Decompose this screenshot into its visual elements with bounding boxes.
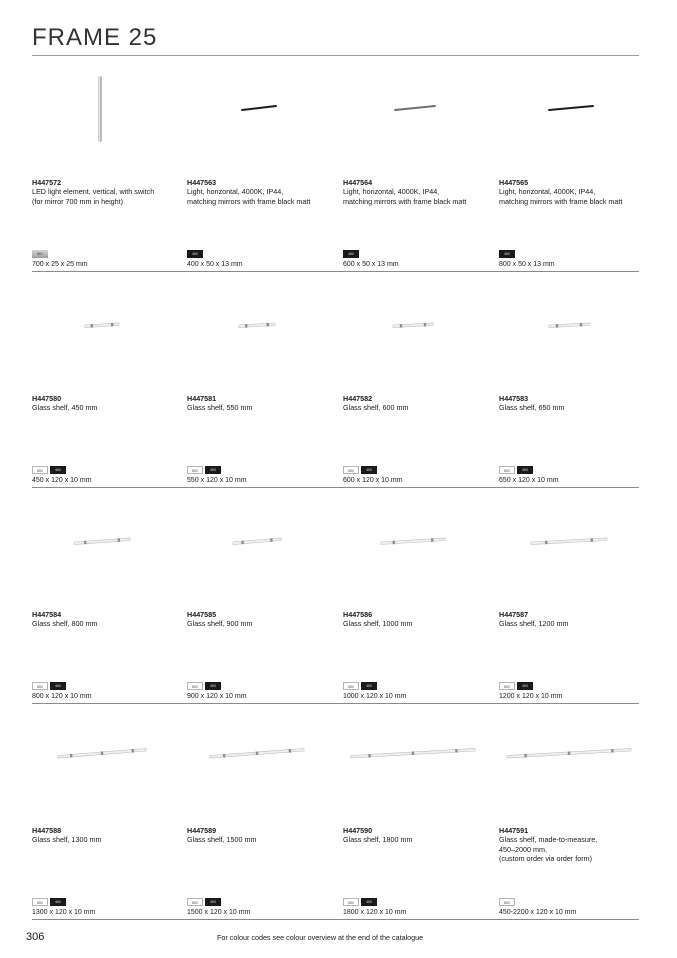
shelf-bracket xyxy=(101,752,103,756)
product-illustration xyxy=(32,704,182,814)
product-card xyxy=(499,704,649,920)
product-code: H447590 xyxy=(343,826,373,835)
product-image xyxy=(32,272,182,382)
product-illustration xyxy=(499,56,649,166)
footer-note: For colour codes see colour overview at the end of the catalogue xyxy=(217,933,424,942)
colour-swatch-white: 880 xyxy=(187,898,203,906)
light-bar xyxy=(395,106,435,110)
product-card xyxy=(32,272,182,488)
product-dimensions: 700 x 25 x 25 mm xyxy=(32,261,88,268)
product-card xyxy=(343,56,493,272)
product-card xyxy=(499,488,649,704)
colour-swatches xyxy=(32,466,66,474)
shelf-bracket xyxy=(412,752,414,756)
colour-swatch-white: 880 xyxy=(499,898,515,906)
product-code: H447564 xyxy=(343,178,373,187)
product-illustration xyxy=(187,56,337,166)
product-image xyxy=(343,704,493,814)
product-description: Glass shelf, 1300 mm xyxy=(32,835,102,844)
shelf-bracket xyxy=(256,752,258,756)
product-illustration xyxy=(343,704,493,814)
product-description: Glass shelf, 1000 mm xyxy=(343,619,413,628)
shelf-bracket xyxy=(84,541,86,545)
product-code: H447587 xyxy=(499,610,529,619)
product-code: H447583 xyxy=(499,394,529,403)
colour-swatch-black: 450 xyxy=(499,250,515,258)
colour-swatch-black: 450 xyxy=(343,250,359,258)
shelf-bracket xyxy=(70,754,72,758)
product-code: H447582 xyxy=(343,394,373,403)
product-card xyxy=(499,272,649,488)
shelf-bracket xyxy=(223,754,225,758)
product-description: Light, horizontal, 4000K, IP44, matching mirrors with frame black matt xyxy=(499,187,623,206)
colour-swatches xyxy=(343,466,377,474)
product-description: Glass shelf, 900 mm xyxy=(187,619,253,628)
product-code: H447588 xyxy=(32,826,62,835)
product-card xyxy=(343,704,493,920)
product-code: H447572 xyxy=(32,178,62,187)
colour-swatch-white: 880 xyxy=(343,898,359,906)
product-code: H447589 xyxy=(187,826,217,835)
colour-swatches xyxy=(187,250,203,258)
product-image xyxy=(187,56,337,166)
product-image xyxy=(499,488,649,598)
product-dimensions: 550 x 120 x 10 mm xyxy=(187,477,247,484)
product-illustration xyxy=(32,56,182,166)
colour-swatch-white: 880 xyxy=(32,898,48,906)
product-illustration xyxy=(499,488,649,598)
glass-shelf xyxy=(531,538,607,545)
shelf-bracket xyxy=(400,324,402,328)
product-code: H447580 xyxy=(32,394,62,403)
shelf-bracket xyxy=(431,538,433,542)
product-image xyxy=(343,272,493,382)
colour-swatch-black: 450 xyxy=(50,682,66,690)
shelf-bracket xyxy=(424,323,426,327)
shelf-bracket xyxy=(455,749,457,753)
product-card xyxy=(187,488,337,704)
product-dimensions: 450 x 120 x 10 mm xyxy=(32,477,92,484)
product-illustration xyxy=(187,488,337,598)
product-illustration xyxy=(499,272,649,382)
glass-shelf xyxy=(381,538,445,545)
product-description: Glass shelf, made-to-measure, 450–2000 mm, (custom order via order form) xyxy=(499,835,598,863)
product-illustration xyxy=(343,488,493,598)
product-code: H447585 xyxy=(187,610,217,619)
product-dimensions: 900 x 120 x 10 mm xyxy=(187,693,247,700)
product-dimensions: 400 x 50 x 13 mm xyxy=(187,261,243,268)
page-title: FRAME 25 xyxy=(32,24,158,51)
product-card xyxy=(343,488,493,704)
glass-shelf xyxy=(239,323,275,328)
product-card xyxy=(499,56,649,272)
colour-swatches xyxy=(343,682,377,690)
colour-swatch-black: 450 xyxy=(187,250,203,258)
colour-swatches xyxy=(499,898,515,906)
product-dimensions: 1300 x 120 x 10 mm xyxy=(32,909,96,916)
product-description: Glass shelf, 650 mm xyxy=(499,403,565,412)
glass-shelf xyxy=(74,538,130,545)
product-dimensions: 1000 x 120 x 10 mm xyxy=(343,693,407,700)
product-description: Glass shelf, 1500 mm xyxy=(187,835,257,844)
product-card xyxy=(187,272,337,488)
row-divider xyxy=(32,919,639,920)
product-code: H447586 xyxy=(343,610,373,619)
colour-swatches xyxy=(499,466,533,474)
colour-swatch-black: 450 xyxy=(361,466,377,474)
colour-swatch-black: 450 xyxy=(361,682,377,690)
product-image xyxy=(499,272,649,382)
product-code: H447565 xyxy=(499,178,529,187)
glass-shelf xyxy=(85,323,119,328)
product-card xyxy=(32,56,182,272)
product-dimensions: 450-2200 x 120 x 10 mm xyxy=(499,909,577,916)
shelf-bracket xyxy=(241,541,243,545)
product-illustration xyxy=(343,272,493,382)
colour-swatches xyxy=(187,898,221,906)
product-card xyxy=(32,704,182,920)
colour-swatches xyxy=(187,682,221,690)
product-code: H447591 xyxy=(499,826,529,835)
product-image xyxy=(187,704,337,814)
shelf-bracket xyxy=(524,754,526,758)
shelf-bracket xyxy=(591,538,593,542)
product-image xyxy=(187,488,337,598)
product-description: Glass shelf, 450 mm xyxy=(32,403,98,412)
product-image xyxy=(343,56,493,166)
colour-swatch-black: 450 xyxy=(205,898,221,906)
product-image xyxy=(499,704,649,814)
shelf-bracket xyxy=(611,749,613,753)
product-description: LED light element, vertical, with switch (for mirror 700 mm in height) xyxy=(32,187,155,206)
product-illustration xyxy=(187,704,337,814)
product-description: Glass shelf, 550 mm xyxy=(187,403,253,412)
colour-swatch-white: 880 xyxy=(187,466,203,474)
colour-swatch-black: 450 xyxy=(50,898,66,906)
product-description: Light, horizontal, 4000K, IP44, matching mirrors with frame black matt xyxy=(343,187,467,206)
colour-swatches xyxy=(32,682,66,690)
colour-swatch-white: 880 xyxy=(343,682,359,690)
product-code: H447563 xyxy=(187,178,217,187)
product-code: H447581 xyxy=(187,394,217,403)
product-image xyxy=(499,56,649,166)
colour-swatches xyxy=(32,898,66,906)
colour-swatch-black: 450 xyxy=(517,466,533,474)
product-card xyxy=(187,56,337,272)
product-row xyxy=(32,56,639,272)
product-description: Glass shelf, 1200 mm xyxy=(499,619,569,628)
product-code: H447584 xyxy=(32,610,62,619)
shelf-bracket xyxy=(91,324,93,328)
shelf-bracket xyxy=(245,324,247,328)
product-illustration xyxy=(499,704,649,814)
page-number: 306 xyxy=(26,931,45,943)
product-description: Glass shelf, 600 mm xyxy=(343,403,409,412)
colour-swatch-black: 450 xyxy=(205,682,221,690)
shelf-bracket xyxy=(289,749,291,753)
shelf-bracket xyxy=(132,749,134,753)
colour-swatch-white: 880 xyxy=(32,466,48,474)
colour-swatches xyxy=(32,250,48,258)
colour-swatches xyxy=(499,250,515,258)
colour-swatch-white: 880 xyxy=(187,682,203,690)
colour-swatches xyxy=(343,898,377,906)
light-bar xyxy=(549,106,593,110)
colour-swatches xyxy=(343,250,359,258)
product-row xyxy=(32,272,639,488)
colour-swatches xyxy=(187,466,221,474)
product-image xyxy=(343,488,493,598)
product-dimensions: 1500 x 120 x 10 mm xyxy=(187,909,251,916)
colour-swatch-white: 880 xyxy=(499,682,515,690)
product-illustration xyxy=(32,272,182,382)
product-image xyxy=(187,272,337,382)
product-row xyxy=(32,488,639,704)
colour-swatch-black: 450 xyxy=(50,466,66,474)
product-dimensions: 800 x 120 x 10 mm xyxy=(32,693,92,700)
colour-swatch-white: 880 xyxy=(343,466,359,474)
product-dimensions: 1200 x 120 x 10 mm xyxy=(499,693,563,700)
colour-swatch-white: 880 xyxy=(499,466,515,474)
product-illustration xyxy=(32,488,182,598)
product-dimensions: 800 x 50 x 13 mm xyxy=(499,261,555,268)
glass-shelf xyxy=(233,538,281,545)
shelf-bracket xyxy=(568,752,570,756)
product-dimensions: 1800 x 120 x 10 mm xyxy=(343,909,407,916)
light-element-highlight xyxy=(99,76,101,142)
product-dimensions: 650 x 120 x 10 mm xyxy=(499,477,559,484)
product-card xyxy=(343,272,493,488)
shelf-bracket xyxy=(580,323,582,327)
glass-shelf xyxy=(393,323,433,328)
colour-swatch-white: 880 xyxy=(32,682,48,690)
product-description: Glass shelf, 800 mm xyxy=(32,619,98,628)
light-bar xyxy=(242,106,276,110)
shelf-bracket xyxy=(545,541,547,545)
product-image xyxy=(32,56,182,166)
glass-shelf xyxy=(549,323,589,328)
colour-swatch-black: 450 xyxy=(517,682,533,690)
product-dimensions: 600 x 120 x 10 mm xyxy=(343,477,403,484)
product-image xyxy=(32,704,182,814)
product-card xyxy=(32,488,182,704)
colour-swatch-black: 450 xyxy=(361,898,377,906)
product-dimensions: 600 x 50 x 13 mm xyxy=(343,261,399,268)
product-image xyxy=(32,488,182,598)
shelf-bracket xyxy=(111,323,113,327)
shelf-bracket xyxy=(393,541,395,545)
product-illustration xyxy=(343,56,493,166)
product-card xyxy=(187,704,337,920)
shelf-bracket xyxy=(267,323,269,327)
colour-swatch-black: 450 xyxy=(205,466,221,474)
colour-swatches xyxy=(499,682,533,690)
colour-swatch-silver: 861 xyxy=(32,250,48,258)
shelf-bracket xyxy=(556,324,558,328)
product-row xyxy=(32,704,639,920)
shelf-bracket xyxy=(368,754,370,758)
product-illustration xyxy=(187,272,337,382)
product-description: Glass shelf, 1800 mm xyxy=(343,835,413,844)
shelf-bracket xyxy=(270,538,272,542)
product-description: Light, horizontal, 4000K, IP44, matching mirrors with frame black matt xyxy=(187,187,311,206)
shelf-bracket xyxy=(118,538,120,542)
